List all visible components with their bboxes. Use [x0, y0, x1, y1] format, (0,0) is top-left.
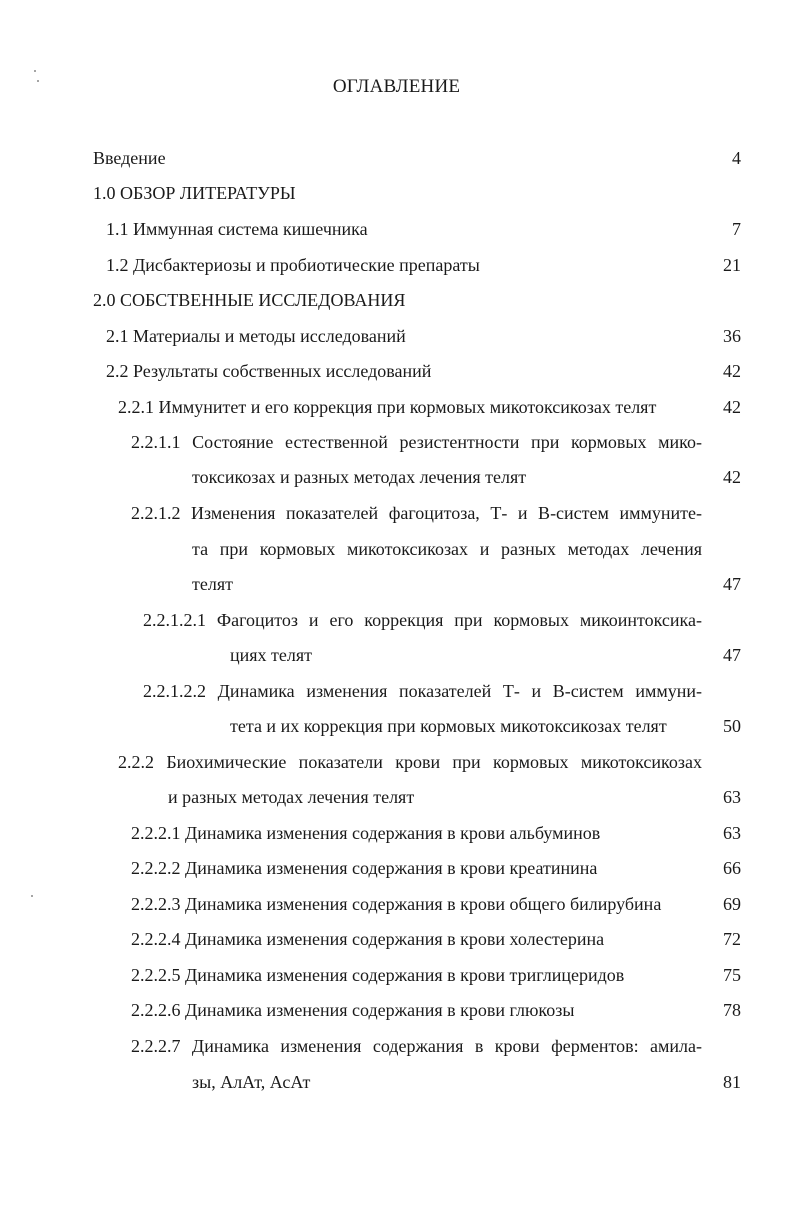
page-number: 75	[723, 965, 741, 985]
toc-entry-2-2-2-6: 2.2.2.6 Динамика изменения содержания в крови глюкозы	[131, 1000, 575, 1020]
toc-entry-1-1: 1.1 Иммунная система кишечника	[106, 219, 368, 239]
toc-entry-2-2-1: 2.2.1 Иммунитет и его коррекция при кормовых микотоксикозах телят	[118, 397, 657, 417]
toc-entry-2-2-2-1: 2.2.2.1 Динамика изменения содержания в крови альбуминов	[131, 823, 601, 843]
toc-entry-2-2-2-7-line1: 2.2.2.7 Динамика изменения содержания в крови ферментов: амила-	[131, 1036, 702, 1056]
toc-entry-2-2-1-2-2-line2: тета и их коррекция при кормовых микотоксикозах телят	[230, 716, 667, 736]
toc-entry-2-2-1-2-line2: та при кормовых микотоксикозах и разных методах лечения	[192, 539, 702, 559]
toc-entry-2-2-1-2-1-line1: 2.2.1.2.1 Фагоцитоз и его коррекция при кормовых микоинтоксика-	[143, 610, 702, 630]
scan-speck	[31, 895, 33, 897]
page-number: 63	[723, 823, 741, 843]
toc-entry-2-1: 2.1 Материалы и методы исследований	[106, 326, 406, 346]
toc-entry-2-2-2-line1: 2.2.2 Биохимические показатели крови при кормовых микотоксикозах	[118, 752, 702, 772]
toc-entry-2-2-1-2-line3: телят	[192, 574, 233, 594]
page-number: 4	[732, 148, 741, 168]
page-number: 78	[723, 1000, 741, 1020]
toc-chapter-2: 2.0 СОБСТВЕННЫЕ ИССЛЕДОВАНИЯ	[93, 290, 406, 310]
toc-entry-2-2-1-1-line2: токсикозах и разных методах лечения телят	[192, 467, 527, 487]
page-number: 47	[723, 574, 741, 594]
toc-entry-2-2: 2.2 Результаты собственных исследований	[106, 361, 432, 381]
toc-entry-2-2-2-2: 2.2.2.2 Динамика изменения содержания в крови креатинина	[131, 858, 598, 878]
page-number: 42	[723, 397, 741, 417]
toc-entry-2-2-1-2-1-line2: циях телят	[230, 645, 313, 665]
page-number: 47	[723, 645, 741, 665]
page-title: ОГЛАВЛЕНИЕ	[332, 76, 461, 97]
toc-entry-2-2-2-3: 2.2.2.3 Динамика изменения содержания в крови общего билирубина	[131, 894, 662, 914]
page-number: 50	[723, 716, 741, 736]
scan-speck	[34, 70, 36, 72]
toc-chapter-1: 1.0 ОБЗОР ЛИТЕРАТУРЫ	[93, 183, 296, 203]
page-number: 42	[723, 361, 741, 381]
toc-entry-2-2-1-2-2-line1: 2.2.1.2.2 Динамика изменения показателей Т- и В-систем иммуни-	[143, 681, 702, 701]
page-number: 66	[723, 858, 741, 878]
page-number: 7	[732, 219, 741, 239]
page-number: 36	[723, 326, 741, 346]
toc-entry-2-2-2-7-line2: зы, АлАт, АсАт	[192, 1072, 311, 1092]
page-number: 72	[723, 929, 741, 949]
toc-entry-1-2: 1.2 Дисбактериозы и пробиотические препараты	[106, 255, 480, 275]
toc-entry-2-2-2-4: 2.2.2.4 Динамика изменения содержания в крови холестерина	[131, 929, 605, 949]
toc-entry-2-2-2-line2: и разных методах лечения телят	[168, 787, 415, 807]
toc-entry-2-2-1-2-line1: 2.2.1.2 Изменения показателей фагоцитоза, Т- и В-систем иммуните-	[131, 503, 702, 523]
page-number: 42	[723, 467, 741, 487]
toc-entry-intro: Введение	[93, 148, 166, 168]
page-number: 63	[723, 787, 741, 807]
page-number: 21	[723, 255, 741, 275]
toc-entry-2-2-1-1-line1: 2.2.1.1 Состояние естественной резистентности при кормовых мико-	[131, 432, 702, 452]
page-number: 69	[723, 894, 741, 914]
page-number: 81	[723, 1072, 741, 1092]
toc-entry-2-2-2-5: 2.2.2.5 Динамика изменения содержания в крови триглицеридов	[131, 965, 625, 985]
